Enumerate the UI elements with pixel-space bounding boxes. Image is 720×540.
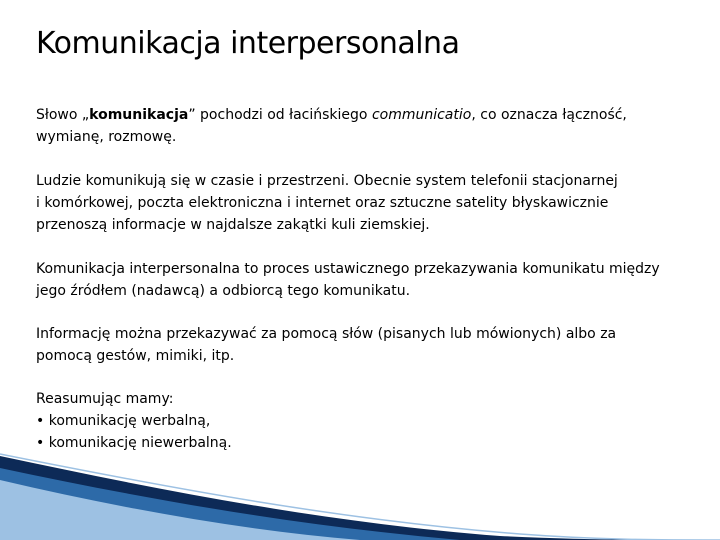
keyword-bold: komunikacja [89,107,189,123]
text-segment: Słowo „ [36,107,90,123]
paragraph-line: pomocą gestów, mimiki, itp. [36,348,235,364]
paragraph-summary [36,388,696,454]
paragraph-line: Ludzie komunikują się w czasie i przestrzeni. Obecnie system telefonii stacjonarnej [36,173,618,189]
paragraph-line: i komórkowej, poczta elektroniczna i internet oraz sztuczne satelity błyskawicznie [36,195,609,211]
paragraph-line: jego źródłem (nadawcą) a odbiorcą tego komunikatu. [36,283,411,299]
paragraph-line: Informację można przekazywać za pomocą słów (pisanych lub mówionych) albo za [36,326,617,342]
text-segment: , co oznacza łączność, [471,107,627,123]
paragraph-line: przenoszą informacje w najdalsze zakątki kuli ziemskiej. [36,217,430,233]
paragraph-transmission [36,323,696,367]
decorative-wave [0,450,720,540]
paragraph-line: Komunikacja interpersonalna to proces ustawicznego przekazywania komunikatu między [36,261,660,277]
paragraph-line [36,104,696,126]
paragraph-definition [36,258,696,302]
bullet-item: • komunikację niewerbalną. [36,435,232,451]
text-segment: ” pochodzi od łacińskiego [188,107,372,123]
slide-title: Komunikacja interpersonalna [36,26,460,61]
summary-heading: Reasumując mamy: [36,391,174,407]
paragraph-etymology [36,104,696,148]
paragraph-communication-tech [36,170,696,236]
bullet-item: • komunikację werbalną, [36,413,211,429]
paragraph-line: wymianę, rozmowę. [36,129,177,145]
keyword-italic: communicatio [371,107,472,123]
